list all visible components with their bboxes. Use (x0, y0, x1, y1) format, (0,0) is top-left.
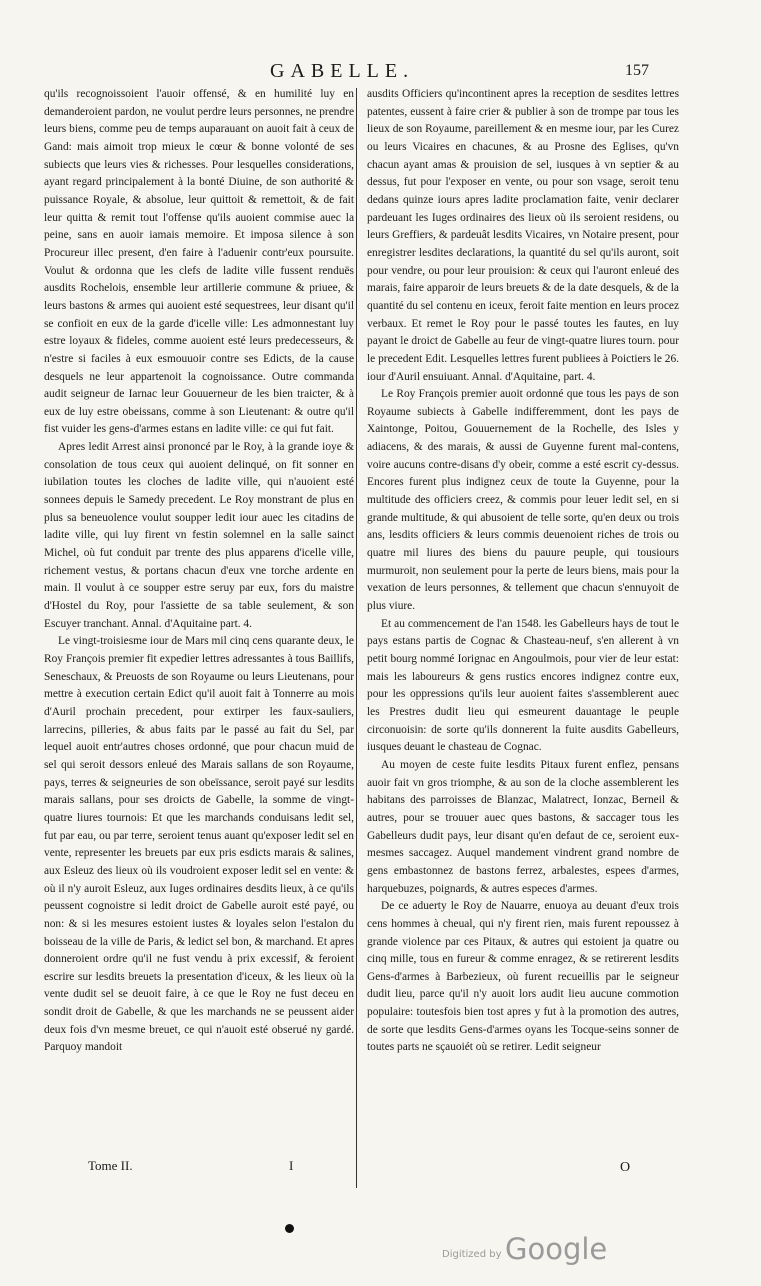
column-divider (356, 88, 357, 1188)
running-title: GABELLE. (270, 60, 415, 82)
paragraph: Apres ledit Arrest ainsi prononcé par le Roy, à la grande ioye & consolation de tous ceux qui auoient delinqué, on fit sonner en iubilation toutes les cloches de ladite ville, qui n'auoient esté sonnees depuis le Samedy precedent. Le Roy monstrant de plus en plus sa beneuolence voulut soupper ledit iour auec les citadins de ladite ville, qui luy firent vn festin solemnel en la salle sainct Michel, où fut conduit par trente des plus apparens d'icelle ville, richement vestus, & portans chacun d'eux vne torche ardente en main. Il voulut à ce soupper estre seruy par eux, fors du maistre d'Hostel du Roy, pour l'assiette de sa table seulement, & son Escuyer tranchant. Annal. d'Aquitaine part. 4. (44, 441, 354, 630)
page-header (0, 60, 761, 88)
google-logo: Google (505, 1232, 608, 1266)
ink-dot (285, 1224, 294, 1233)
paragraph: De ce aduerty le Roy de Nauarre, enuoya au deuant d'eux trois cens hommes à cheual, qui n'y firent rien, mais furent repoussez à grande violence par ces Pitaux, & autres qui estoient ja quatre ou cinq mille, tous en fureur & comme enragez, & se retirerent lesdits Gens-d'armes à Barbezieux, où furent recueillis par le seigneur dudit lieu, parce qu'il n'y auoit lors audit lieu aucune commotion populaire: toutesfois bien tost apres y fut à la promotion des autres, de sorte que lesdits Gens-d'armes oyans les Tocque-seins sonner de toutes parts ne sçauoiét où se retirer. Ledit seigneur (367, 900, 679, 1054)
volume-label: Tome II. (88, 1158, 133, 1173)
paragraph: qu'ils recognoissoient l'auoir offensé, & en humilité luy en demanderoient pardon, ne voulut perdre leurs personnes, ne prendre leurs biens, comme peu de temps auparauant on auoit fait à ceux de Gand: mais aimoit trop mieux le cœur & bonne volonté de ses subiects que leurs vies & richesses. Pour lesquelles considerations, ayant regard principalement à la bonté Diuine, de son authorité & puissance Royale, & absolue, leur quittoit & remettoit, & de fait leur quitta & remit tout l'offense qu'ils auoient commise auec la peine, sans en auoir iamais memoire. Et imposa silence à son Procureur illec present, d'en faire à l'aduenir contr'eux poursuite. Voulut & ordonna que les clefs de ladite ville fussent renduës ausdits Rochelois, ensemble leur artillerie commune & priuee, & leurs bastons & armes qui auoient esté sequestrees, leur disant qu'il se confioit en eux de la garde d'icelle ville: Les admonnestant luy estre loyaux & fideles, comme auoient esté leurs predecesseurs, & n'estre si faciles à eux esmouuoir contre ses Edicts, de la cause desquels ne leur appartenoit la cognoissance. Outre commanda audit seigneur de Iarnac leur Gouuerneur de les bien traicter, & à eux de luy estre obeissans, comme à son Lieutenant: & outre qu'il fist vuider les gens-d'armes estans en ladite ville: ce qui fut fait. (44, 88, 354, 436)
paragraph: Le Roy François premier auoit ordonné que tous les pays de son Royaume subiects à Gabelle indifferemment, dont les pays de Xaintonge, Poitou, Gouuernement de la Rochelle, des Isles y adiacens, & des marais, & aussi de Guyenne furent mal-contens, voire aucuns contre-disans d'y obeir, comme a esté escrit cy-dessus. Encores furent plus indignez ceux de toute la Guyenne, pour la multitude des officiers creez, & commis pour leuer ledit sel, en si grande multitude, & qui abusoient de telle sorte, qu'en deux ou trois ans, lesdits officiers & leurs commis deuenoient riches de trois ou quatre mil liures des biens du pauure peuple, qui tousiours murmuroit, non seulement pour la perte de leurs biens, mais pour la vexation de leurs personnes, & tellement que chacun s'ennuyoit de plus viure. (367, 388, 679, 613)
paragraph: Le vingt-troisiesme iour de Mars mil cinq cens quarante deux, le Roy François premier fit expedier lettres adressantes à tous Baillifs, Seneschaux, & Preuosts de son Royaume ou leurs Lieutenans, pour mettre à execution certain Edict qu'il auoit fait à Tonnerre au mois d'Auril prochain precedent, pour extirper les faux-sauliers, larrecins, pilleries, & abus faits par le passé au fait du Sel, par lequel auoit entr'autres choses ordonné, que pour chacun muid de sel qui seroit dessors enleué des Marais sallans de son Royaume, pays, terres & seigneuries de son obeïssance, seroit payé sur lesdits marais sallans, pour ses droicts de Gabelle, la somme de vingt-quatre liures tournois: Et que les marchands conduisans ledit sel, fut par eau, ou par terre, seroient tenus auant qu'exposer ledit sel en vente, representer les breuets par eux pris esdicts marais & salines, aux Esleuz des lieux où ils voudroient exposer ledit sel en vente: & où il n'y auroit Esleuz, aux Iuges ordinaires desdits lieux, à ce qu'ils peussent cognoistre si ledit droict de Gabelle auroit esté payé, ou non: & si les mesures estoient iustes & loyales selon l'estalon du boisseau de la ville de Paris, & ledict sel bon, & marchand. Et apres donneroient ordre qu'il ne fust vendu à prix excessif, & feroient escrire sur lesdits breuets la presentation d'iceux, & les lieux où la vente dudit sel se deuoit faire, à ce que le Roy ne fust deceu en sondit droit de Gabelle, & que les marchands ne se peussent aider deux fois d'vn mesme breuet, ce qui n'auoit esté obserué ny gardé. Parquoy mandoit (44, 635, 354, 1054)
page-number: 157 (625, 62, 649, 79)
signature-mark: O (620, 1160, 631, 1175)
paragraph: Au moyen de ceste fuite lesdits Pitaux furent enflez, pensans auoir fait vn gros triomphe, & au son de la cloche assemblerent les habitans des parroisses de Blanzac, Malatrect, Ionzac, Berneil & autres, pour se trouuer auec ques bastons, & saccager tous les Gabelleurs dudit pays, leur disant qu'en defaut de ce, seroient eux-mesmes saccagez. Auquel mandement vindrent grand nombre de gens embastonnez de bastons ferrez, arbalestes, espees d'armes, harquebuzes, poignards, & autres especes d'armes. (367, 758, 679, 895)
paragraph: Et au commencement de l'an 1548. les Gabelleurs hays de tout le pays estans partis de Cognac & Chasteau-neuf, s'en allerent à vn petit bourg nommé Iorignac en Angoulmois, pour vier de leur estat: mais les laboureurs & gens rustics encores indignez contre eux, pour les oppressions qu'ils leur auoient faites s'assemblerent auec les Prestres dudit lieu qui esmeurent dauantage le peuple circonuoisin: de sorte qu'ils donnerent la fuite ausdits Gabelleurs, iusques deuant le chasteau de Cognac. (367, 617, 679, 754)
catchword: I (289, 1158, 294, 1173)
left-column (44, 86, 354, 1057)
digitized-watermark (442, 1232, 622, 1270)
paragraph: ausdits Officiers qu'incontinent apres la reception de sesdites lettres patentes, eussent à faire crier & publier à son de trompe par tous les lieux de son Royaume, pareillement & en mesme iour, par les Curez ou leurs Vicaires en chacunes, & au Prosne des Eglises, qu'vn chacun ayant amas & prouision de sel, iusques à vn septier & au dessus, fut pour l'exposer en vente, ou pour son vsage, seroit tenu dedans quinze iours apres ladite proclamation faite, venir declarer pardeuant les Iuges ordinaires des lieux où ils seroient residens, ou leurs Greffiers, & pardeuât lesdits Vicaires, vn Notaire present, pour enregistrer lesdites declarations, la quantité du sel qu'ils auront, soit pour vendre, ou pour leur prouision: & ceux qui l'auront enleué des marais, faire apparoir de leurs breuets & de la date desquels, & de la quantité du sel contenu en iceux, feroit faite mention en leurs procez verbaux. Et remet le Roy pour le passé toutes les fautes, en luy payant le droict de Gabelle au feur de vingt-quatre liures tourn. pour le precedent Edit. Lesquelles lettres furent publiees à Poictiers le 26. iour d'Auril ensuiuant. Annal. d'Aquitaine, part. 4. (367, 88, 679, 383)
watermark-prefix: Digitized by (442, 1249, 502, 1260)
right-column (367, 86, 679, 1057)
